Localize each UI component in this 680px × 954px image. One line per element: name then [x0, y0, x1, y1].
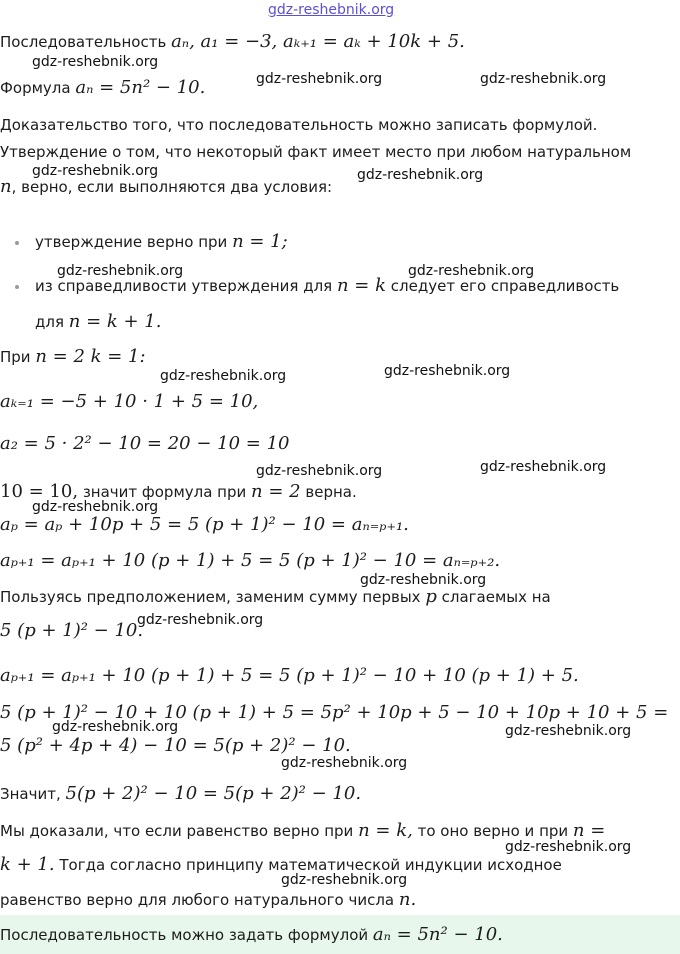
watermark: gdz-reshebnik.org: [505, 723, 632, 739]
formula-line: Формула aₙ = 5n² − 10.: [0, 77, 206, 98]
answer-text: Последовательность можно задать формулой aₙ = 5n² − 10.: [0, 924, 503, 945]
watermark-link[interactable]: gdz-reshebnik.org: [268, 2, 395, 18]
statement-line-2: n, верно, если выполняются два условия:: [0, 176, 333, 197]
equation-3: aₚ = aₚ + 10p + 5 = 5 (p + 1)² − 10 = aₙ₌ₚ₊₁.: [0, 514, 409, 535]
watermark: gdz-reshebnik.org: [384, 363, 511, 379]
watermark: gdz-reshebnik.org: [505, 839, 632, 855]
base-conclusion: 10 = 10, значит формула при n = 2 верна.: [0, 481, 357, 502]
watermark: gdz-reshebnik.org: [32, 163, 159, 179]
equation-4: aₚ₊₁ = aₚ₊₁ + 10 (p + 1) + 5 = 5 (p + 1)² − 10 = aₙ₌ₚ₊₂.: [0, 550, 501, 571]
watermark: gdz-reshebnik.org: [357, 167, 484, 183]
watermark: gdz-reshebnik.org: [480, 459, 607, 475]
equation-6: 5 (p + 1)² − 10 + 10 (p + 1) + 5 = 5p² + 10p + 5 − 10 + 10p + 10 + 5 =: [0, 702, 669, 723]
watermark: gdz-reshebnik.org: [137, 612, 264, 628]
answer-box: [0, 915, 680, 954]
watermark: gdz-reshebnik.org: [57, 263, 184, 279]
sequence-definition: Последовательность aₙ, a₁ = −3, aₖ₊₁ = aₖ + 10k + 5.: [0, 31, 465, 52]
watermark: gdz-reshebnik.org: [256, 71, 383, 87]
base-case: При n = 2 k = 1:: [0, 346, 146, 367]
bullet-dot: [15, 285, 19, 289]
bullet-dot: [15, 241, 19, 245]
watermark: gdz-reshebnik.org: [32, 499, 159, 515]
watermark: gdz-reshebnik.org: [480, 71, 607, 87]
proof-heading: Доказательство того, что последовательность можно записать формулой.: [0, 116, 598, 134]
condition-1: утверждение верно при n = 1;: [35, 231, 288, 252]
condition-2-cont: для n = k + 1.: [35, 311, 162, 332]
watermark: gdz-reshebnik.org: [160, 368, 287, 384]
equation-5: aₚ₊₁ = aₚ₊₁ + 10 (p + 1) + 5 = 5 (p + 1)² − 10 + 10 (p + 1) + 5.: [0, 665, 579, 686]
watermark: gdz-reshebnik.org: [281, 872, 408, 888]
watermark: gdz-reshebnik.org: [256, 463, 383, 479]
conclusion-line-1: Мы доказали, что если равенство верно при n = k, то оно верно и при n =: [0, 820, 606, 841]
equation-1: aₖ₌₁ = −5 + 10 · 1 + 5 = 10,: [0, 391, 259, 412]
conclusion-line-2: k + 1. Тогда согласно принципу математической индукции исходное: [0, 854, 562, 875]
assumption-text: Пользуясь предположением, заменим сумму первых p слагаемых на: [0, 586, 551, 607]
watermark: gdz-reshebnik.org: [52, 719, 179, 735]
therefore-line: Значит, 5(p + 2)² − 10 = 5(p + 2)² − 10.: [0, 783, 362, 804]
watermark: gdz-reshebnik.org: [408, 263, 535, 279]
equation-2: a₂ = 5 · 2² − 10 = 20 − 10 = 10: [0, 433, 290, 454]
conclusion-line-3: равенство верно для любого натурального числа n.: [0, 889, 417, 910]
condition-2: из справедливости утверждения для n = k следует его справедливость: [35, 275, 620, 296]
statement-line: Утверждение о том, что некоторый факт имеет место при любом натуральном: [0, 143, 632, 161]
assumption-expression: 5 (p + 1)² − 10.: [0, 620, 144, 641]
watermark: gdz-reshebnik.org: [281, 755, 408, 771]
watermark: gdz-reshebnik.org: [32, 54, 159, 70]
watermark: gdz-reshebnik.org: [360, 572, 487, 588]
equation-7: 5 (p² + 4p + 4) − 10 = 5(p + 2)² − 10.: [0, 735, 351, 756]
